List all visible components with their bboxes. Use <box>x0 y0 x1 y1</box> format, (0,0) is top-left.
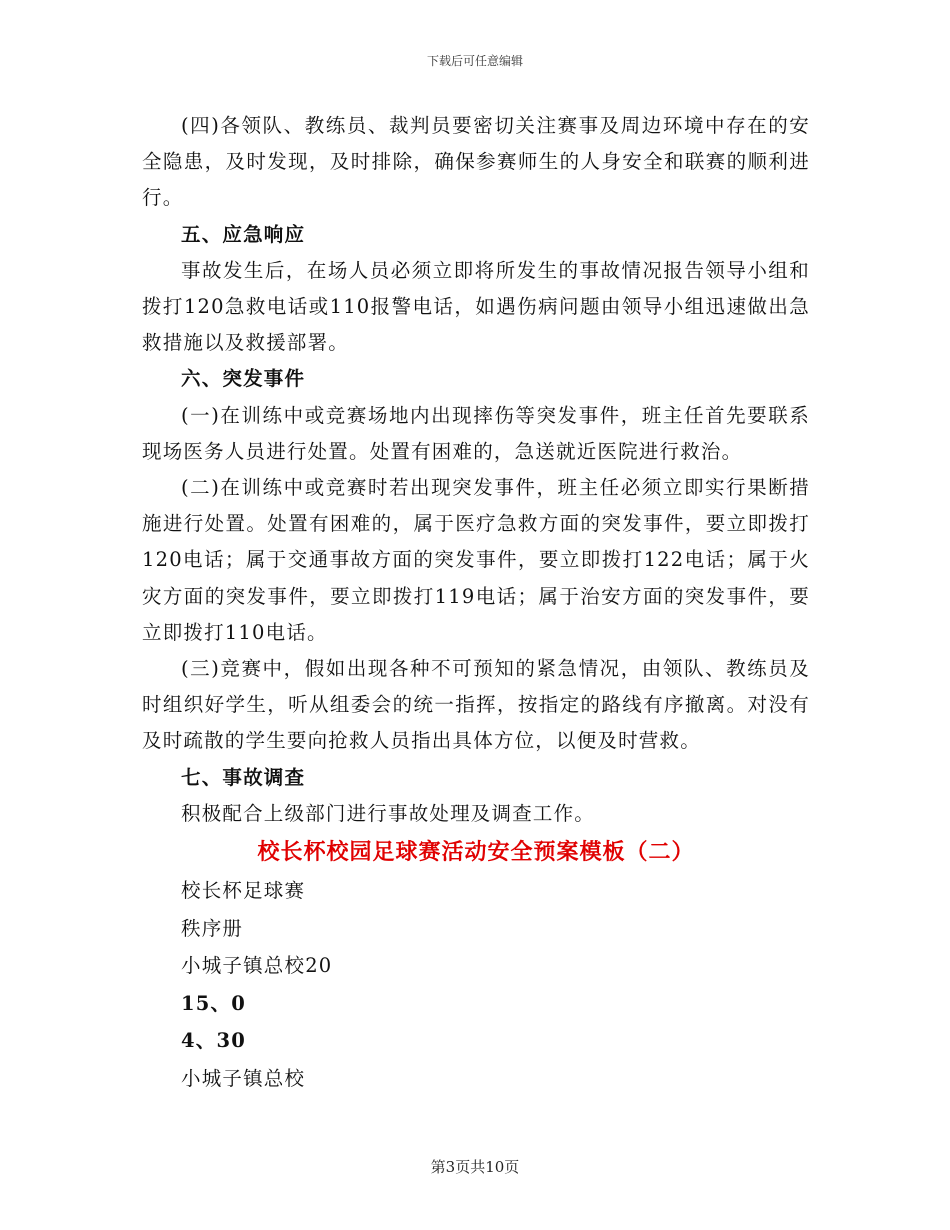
paragraph-emergency-response: 事故发生后，在场人员必须立即将所发生的事故情况报告领导小组和拨打120急救电话或110报警电话，如遇伤病问题由领导小组迅速做出急救措施以及救援部署。 <box>142 258 810 355</box>
section-title: 校长杯校园足球赛活动安全预案模板（二） <box>257 839 695 866</box>
paragraph-event-one: (一)在训练中或竞赛场地内出现摔伤等突发事件，班主任首先要联系现场医务人员进行处置。处置有困难的，急送就近医院进行救治。 <box>142 403 810 463</box>
heading-accident-investigation: 七、事故调查 <box>181 765 306 789</box>
page-footer-number: 第3页共10页 <box>430 1158 520 1176</box>
heading-emergency-response: 五、应急响应 <box>181 222 306 246</box>
paragraph-event-three: (三)竞赛中，假如出现各种不可预知的紧急情况，由领队、教练员及时组织好学生，听从组委会的统一指挥，按指定的路线有序撤离。对没有及时疏散的学生要向抢救人员指出具体方位，以便及时营救。 <box>142 657 810 753</box>
heading-sudden-events: 六、突发事件 <box>181 367 306 391</box>
line-school-name: 小城子镇总校 <box>181 1066 306 1090</box>
line-program-book: 秩序册 <box>181 916 244 940</box>
line-school-date: 小城子镇总校20 <box>181 954 333 978</box>
line-cup-name: 校长杯足球赛 <box>181 879 306 903</box>
paragraph-event-two: (二)在训练中或竞赛时若出现突发事件，班主任必须立即实行果断措施进行处置。处置有困难的，属于医疗急救方面的突发事件，要立即拨打120电话；属于交通事故方面的突发事件，要立即拨打122电话；属于火灾方面的突发事件，要立即拨打119电话；属于治安方面的突发事件，要立即拨打110电话。 <box>142 476 810 644</box>
line-date-part-1: 15、0 <box>181 991 247 1015</box>
paragraph-investigation: 积极配合上级部门进行事故处理及调查工作。 <box>181 801 596 825</box>
document-body <box>142 108 810 1097</box>
paragraph-safety-hazards: (四)各领队、教练员、裁判员要密切关注赛事及周边环境中存在的安全隐患，及时发现，及时排除，确保参赛师生的人身安全和联赛的顺利进行。 <box>142 114 810 210</box>
line-date-part-2: 4、30 <box>181 1029 247 1053</box>
page-header-note: 下载后可任意编辑 <box>426 54 523 68</box>
